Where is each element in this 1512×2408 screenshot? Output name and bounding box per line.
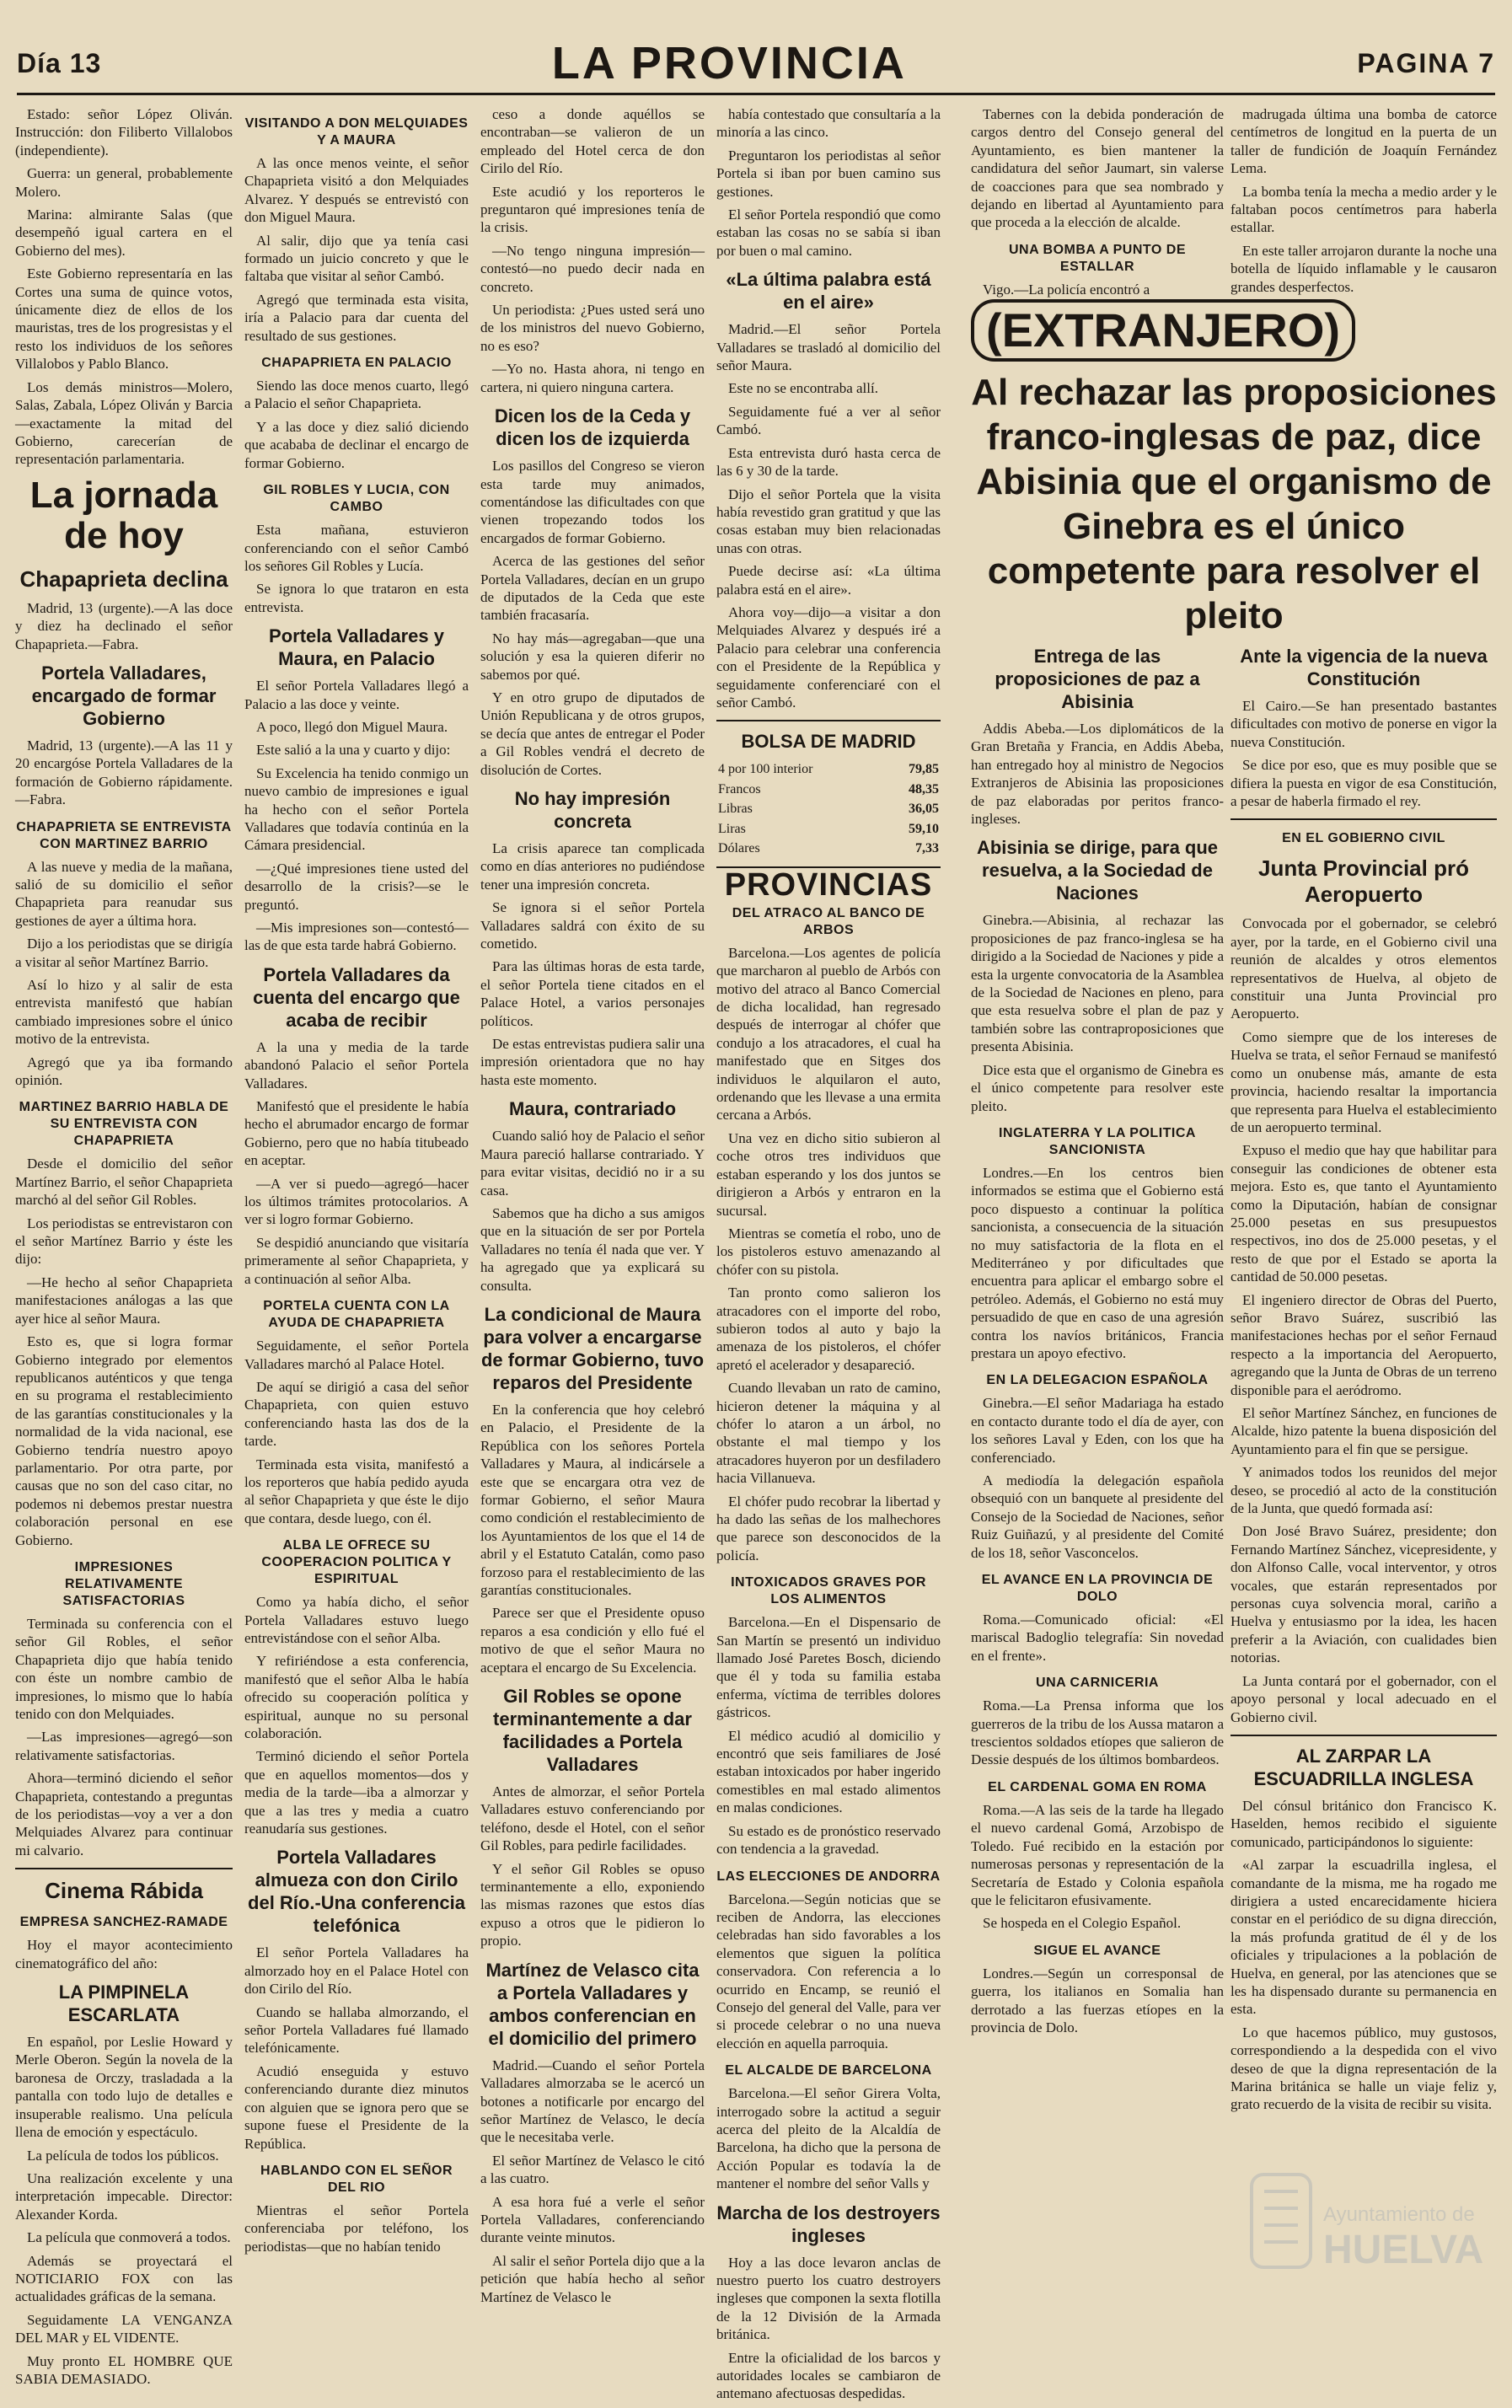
paragraph: La bomba tenía la mecha a medio arder y le faltaban pocos centímetros para haberla estallar.: [1231, 183, 1497, 236]
paragraph: A esa hora fué a verle el señor Portela Valladares, conferenciando durante veinte minutos.: [480, 2193, 705, 2246]
subhead-entrevista: CHAPAPRIETA SE ENTREVISTA CON MARTINEZ BARRIO: [16, 819, 232, 851]
masthead: [17, 34, 1495, 95]
paragraph: Como siempre que de los intereses de Huelva se trata, el señor Fernaud se manifestó como un onubense más, amante de esta provincia, haciendo resaltar la importancia que representa para Huelva el establecimiento de un aeropuerto terminal.: [1231, 1028, 1497, 1135]
paragraph: A poco, llegó don Miguel Maura.: [256, 718, 448, 735]
subhead-alba: ALBA LE OFRECE SU COOPERACION POLITICA Y ESPIRITUAL: [261, 1538, 452, 1587]
subhead-hablando: HABLANDO CON EL SEÑOR DEL RIO: [260, 2163, 453, 2195]
paragraph: Don José Bravo Suárez, presidente; don Fernando Martínez Sánchez, vicepresidente, y don Alfonso Calle, vocal interventor, y otros vocales, que estarán representados por personas cuya solvencia moral, cariño a Huelva y entusiasmo por la idea, les hacen preferir a la Aviación, con cualidades bien notorias.: [1231, 1523, 1497, 1666]
paragraph: Barcelona.—Según noticias que se reciben de Andorra, las elecciones celebradas han sido favorables a los elementos que siguen la política conservadora. Con referencia a lo ocurrido en Encamp, se reunió el Consejo del general del Valle, para ver si procede celebrar o no una nueva elección en aquella parroquia.: [716, 1890, 941, 2051]
stock-label: Dólares: [718, 841, 760, 855]
paragraph: De aquí se dirigió a casa del señor Chapaprieta, con quien estuvo conferenciando hasta las dos de la tarde.: [244, 1378, 469, 1450]
column-3: [480, 105, 705, 2311]
page-number: PAGINA 7: [1357, 47, 1495, 78]
headline-sociedad-naciones: Abisinia se dirige, para que resuelva, a la Sociedad de Naciones: [976, 837, 1219, 904]
paragraph: La película que conmoverá a todos.: [27, 2229, 231, 2246]
subhead-sigue-avance: SIGUE EL AVANCE: [1033, 1943, 1161, 1958]
paragraph: Hoy el mayor acontecimiento cinematográfico del año:: [15, 1937, 233, 1971]
paragraph: Roma.—Comunicado oficial: «El mariscal Badoglio telegrafía: Sin novedad en el frente».: [971, 1612, 1224, 1664]
paragraph: A las once menos veinte, el señor Chapaprieta visitó a don Melquiades Alvarez. Y después se entrevistó con don Miguel Maura.: [244, 155, 469, 226]
paragraph: «Al zarpar la escuadrilla inglesa, el comandante de la misma, me ha rogado me dirigiera a usted encarecidamente hiciera constar en el periódico de su digna dirección, la más profunda gratitud de él y de los oficiales y tripulaciones a la población de Huelva, en general, por las atenciones que se les ha dispensado durante su permanencia en esta.: [1231, 1857, 1497, 2018]
paragraph: Siendo las doce menos cuarto, llegó a Palacio el señor Chapaprieta.: [244, 378, 469, 412]
paragraph: —Las impresiones—agregó—son relativamente satisfactorias.: [15, 1729, 233, 1763]
paragraph: —Mis impresiones son—contestó—las de que esta tarde habrá Gobierno.: [244, 920, 469, 954]
headline-entrega: Entrega de las proposiciones de paz a Abisinia: [995, 646, 1200, 712]
column-1: [15, 105, 233, 2393]
paragraph: Se hospeda en el Colegio Español.: [983, 1915, 1182, 1932]
paragraph: Hoy a las doce levaron anclas de nuestro puerto los cuatro destroyers ingleses que componen la sexta flotilla de la 12 División de la Armada británica.: [716, 2254, 941, 2343]
headline-ultima-palabra: «La última palabra está en el aire»: [726, 269, 931, 314]
paragraph: A la una y media de la tarde abandonó Palacio el señor Portela Valladares.: [244, 1038, 469, 1091]
paragraph: Dijo a los periodistas que se dirigía a visitar al señor Martínez Barrio.: [15, 936, 233, 970]
paragraph: Madrid, 13 (urgente).—A las 11 y 20 encargóse Portela Valladares de la formación de Gobierno rápidamente.—Fabra.: [15, 737, 233, 808]
paragraph: Terminada su conferencia con el señor Gil Robles, el señor Chapaprieta dijo que había tenido con éste un nombre cambio de impresiones, lo mismo que lo había tenido con don Melquiades.: [15, 1615, 233, 1722]
paragraph: Guerra: un general, probablemente Molero.: [15, 165, 233, 200]
paragraph: Roma.—A las seis de la tarde ha llegado el nuevo cardenal Gomá, Arzobispo de Toledo. Fué recibido en la estación por numerosas personas y representación de la Secretaría de Estado y Colonia española que le felicitaron efusivamente.: [971, 1801, 1224, 1908]
stock-value: 7,33: [915, 841, 939, 855]
stock-value: 36,05: [909, 802, 939, 817]
subhead-empresa: EMPRESA SANCHEZ-RAMADE: [19, 1915, 228, 1930]
paragraph: La película de todos los públicos.: [27, 2147, 219, 2164]
subhead-carniceria: UNA CARNICERIA: [1036, 1676, 1159, 1691]
table-row: [716, 799, 941, 818]
paragraph: Se ignora si el señor Portela Valladares saldrá con éxito de su cometido.: [480, 899, 705, 952]
headline-cirilo: Portela Valladares almueza con don Cirilo del Río.-Una conferencia telefónica: [248, 1847, 465, 1937]
table-row: [716, 819, 941, 839]
headline-martinez-velasco: Martínez de Velasco cita a Portela Valladares y ambos conferencian en el domicilio del primero: [485, 1959, 700, 2049]
paragraph: Dice esta que el organismo de Ginebra es el único competente para resolver este pleito.: [971, 1061, 1224, 1114]
headline-chapaprieta: Chapaprieta declina: [19, 566, 228, 592]
paragraph: El señor Portela respondió que como estaban las cosas no se sabía si iban por buen o mal camino.: [716, 206, 941, 259]
paragraph: El señor Portela Valladares llegó a Palacio a las doce y veinte.: [244, 678, 469, 712]
film-title: LA PIMPINELA ESCARLATA: [58, 1982, 190, 2026]
paragraph: El señor Martínez de Velasco le citó a las cuatro.: [480, 2152, 705, 2187]
paragraph: Además se proyectará el NOTICIARIO FOX con las actualidades gráficas de la semana.: [15, 2252, 233, 2305]
paragraph: Expuso el medio que hay que habilitar para conseguir las condiciones de obtener esta mejora. Esto es, que tanto el Ayuntamiento como la Diputación, habían de consignar 25.000 pesetas en sus presupuestos respectivos, ino dos de 25.000 pesetas, y el resto de que por el Estado se aporta la cantidad de 50.000 pesetas.: [1231, 1142, 1497, 1285]
paragraph: Seguidamente LA VENGANZA DEL MAR y EL VIDENTE.: [15, 2311, 233, 2346]
paragraph: Una vez en dicho sitio subieron al coche otros tres individuos que estaban esperando y los dos juntos se dirigieron a Arbós y entraron en la sucursal.: [716, 1129, 941, 1219]
stock-label: Liras: [718, 821, 746, 836]
column-5: [971, 636, 1224, 2041]
subhead-cardenal: EL CARDENAL GOMA EN ROMA: [988, 1779, 1207, 1794]
paragraph: Esto es, que si logra formar Gobierno integrado por elementos republicanos auténticos y que tenga en su programa el restablecimiento de las garantías constitucionales y la normalidad de la vida nacional, ese Gobierno tendría nuestro apoyo parlamentario. Por otra parte, por causas que no son del caso citar, no podemos ni debemos prestar nuestra colaboración personal en ese Gobierno.: [15, 1333, 233, 1548]
column-2: [244, 105, 469, 2261]
paragraph: Y refiriéndose a esta conferencia, manifestó que el señor Alba le había ofrecido su cooperación política y espiritual, aunque no su personal colaboración.: [244, 1653, 469, 1741]
headline-bolsa: BOLSA DE MADRID: [741, 731, 916, 753]
paragraph: La Junta contará por el gobernador, con el apoyo personal y local adecuado en el Gobierno civil.: [1231, 1672, 1497, 1725]
paragraph: Este acudió y los reporteros le preguntaron qué impresiones tenía de la crisis.: [480, 183, 705, 236]
subhead-avance-dolo: EL AVANCE EN LA PROVINCIA DE DOLO: [981, 1573, 1214, 1605]
stock-label: 4 por 100 interior: [718, 762, 813, 777]
newspaper-title: LA PROVINCIA: [551, 38, 907, 88]
paragraph: Seguidamente, el señor Portela Valladares marchó al Palace Hotel.: [244, 1338, 469, 1372]
paragraph: Londres.—Según un corresponsal de guerra, los italianos en Somalia han derrotado a las fuerzas etíopes en la provincia de Dolo.: [971, 1965, 1224, 2035]
paragraph: Cuando llevaban un rato de camino, hicieron detener la máquina y al chófer lo ataron a un árbol, no obstante el mal tiempo y los atracadores huyeron por un desfiladero hacia Villanueva.: [716, 1380, 941, 1487]
seal-line1: Ayuntamiento de: [1323, 2203, 1475, 2226]
section-extranjero: (EXTRANJERO): [971, 299, 1355, 362]
paragraph: La crisis aparece tan complicada como en días anteriores no pudiéndose tener una impresión concreta.: [480, 840, 705, 893]
subhead-intoxicados: INTOXICADOS GRAVES POR LOS ALIMENTOS: [731, 1575, 926, 1607]
paragraph: No hay más—agregaban—que una solución y esa la quieren diferir no sabemos por qué.: [480, 630, 705, 683]
headline-jornada: La jornada de hoy: [29, 474, 218, 556]
subhead-atraco: DEL ATRACO AL BANCO DE ARBOS: [732, 905, 925, 937]
paragraph: Lo que hacemos público, muy gustosos, correspondiendo a la despedida con el vivo deseo de que la digna representación de la Marina británica se halle un viaje feliz y, grato recuerdo de la visita de recibir su visita.: [1231, 2024, 1497, 2113]
stock-table: [716, 759, 941, 858]
paragraph: Se dice por eso, que es muy posible que se difiera la puesta en vigor de esa Constitución, a pesar de haberla firmado el rey.: [1231, 757, 1497, 810]
paragraph: —He hecho al señor Chapaprieta manifestaciones análogas a las que ayer hice al señor Maura.: [15, 1274, 233, 1327]
paragraph: Ginebra.—El señor Madariaga ha estado en contacto durante todo el día de ayer, con los señores Laval y Eden, con los que ha conferenciado.: [971, 1395, 1224, 1466]
column-4: [716, 105, 941, 2408]
paragraph: Acudió enseguida y estuvo conferenciando durante diez minutos con alguien que se ignora pero que se supone fuese el Presidente de la República.: [244, 2062, 469, 2152]
paragraph: —No tengo ninguna impresión—contestó—no puedo decir nada en concreto.: [480, 242, 705, 295]
headline-cinema: Cinema Rábida: [45, 1878, 203, 1904]
paragraph: Este no se encontraba allí.: [728, 380, 878, 397]
paragraph: había contestado que consultaría a la minoría a las cinco.: [716, 106, 941, 141]
paragraph: Un periodista: ¿Pues usted será uno de los ministros del nuevo Gobierno, no es eso?: [480, 302, 705, 354]
paragraph: Desde el domicilio del señor Martínez Barrio, el señor Chapaprieta marchó al del señor Gil Robles.: [15, 1156, 233, 1209]
paragraph: Para las últimas horas de esta tarde, el señor Portela tiene citados en el Palace Hotel, a varios personajes políticos.: [480, 958, 705, 1029]
paragraph: Barcelona.—El señor Girera Volta, interrogado sobre la actitud a seguir acerca del pleito de la Alcaldía de Barcelona, ha dicho que la persona de Acción Popular es todavía la de mantener el nombre del señor Valls y: [716, 2085, 941, 2192]
paragraph: Madrid.—Cuando el señor Portela Valladares almorzaba se le acercó un botones a notificarle por encargo del señor Martínez de Velasco, le decía que le necesitaba verle.: [480, 2057, 705, 2146]
paragraph: El Cairo.—Se han presentado bastantes dificultades con motivo de ponerse en vigor la nueva Constitución.: [1231, 698, 1497, 750]
paragraph: Los demás ministros—Molero, Salas, Zabala, López Oliván y Barcia—exactamente la mitad del Gobierno, carecerían de representación parlamentaria.: [15, 378, 233, 468]
paragraph: Y en otro grupo de diputados de Unión Republicana y de otros grupos, se decía que antes de entregar el Poder a Gil Robles vendrá el decreto de disolución de Cortes.: [480, 689, 705, 778]
ayuntamiento-seal-icon: [1243, 2158, 1496, 2293]
paragraph: —A ver si puedo—agregó—hacer los últimos trámites protocolarios. A ver si logro formar Gobierno.: [244, 1175, 469, 1228]
subhead-delegacion: EN LA DELEGACION ESPAÑOLA: [986, 1373, 1209, 1388]
divider: [1231, 1735, 1497, 1736]
paragraph: Preguntaron los periodistas al señor Portela si iban por buen camino sus gestiones.: [716, 147, 941, 200]
subhead-andorra: LAS ELECCIONES DE ANDORRA: [716, 1869, 941, 1884]
paragraph: Al salir el señor Portela dijo que a la petición que había hecho al señor Martínez de Velasco le: [480, 2252, 705, 2305]
paragraph: Dijo el señor Portela que la visita había revestido gran gratitud y que las cosas estaban muy bien relacionadas unas con otras.: [716, 485, 941, 556]
paragraph: A mediodía la delegación española obsequió con un banquete al presidente del Consejo de la Sociedad de Naciones, señor Ruiz Guiñazú, y al presidente del Comité de los 18, señor Vasconcelos.: [971, 1472, 1224, 1561]
paragraph: Puede decirse así: «La última palabra está en el aire».: [716, 563, 941, 598]
headline-condicional: La condicional de Maura para volver a encargarse de formar Gobierno, tuvo reparos del Presidente: [480, 1303, 705, 1393]
paragraph: Este Gobierno representaría en las Cortes una suma de quince votos, únicamente diez de ellos de los mauristas, tres de los progresistas y el resto los individuos de los señores Villalobos y Pablo Blanco.: [15, 265, 233, 373]
paragraph: Entre la oficialidad de los barcos y autoridades locales se cambiaron de antemano afectuosas despedidas.: [716, 2349, 941, 2402]
day-label: Día 13: [17, 47, 102, 78]
subhead-visitando: VISITANDO A DON MELQUIADES Y A MAURA: [244, 116, 469, 147]
paragraph: Estado: señor López Oliván. Instrucción: don Filiberto Villalobos (independiente).: [15, 106, 233, 158]
paragraph: Los periodistas se entrevistaron con el señor Martínez Barrio y éste les dijo:: [15, 1215, 233, 1268]
paragraph: ceso a donde aquéllos se encontraban—se valieron de un empleado del Hotel cerca de don Cirilo del Río.: [480, 106, 705, 177]
subhead-martinez-barrio: MARTINEZ BARRIO HABLA DE SU ENTREVISTA CON CHAPAPRIETA: [19, 1100, 229, 1149]
paragraph: En español, por Leslie Howard y Merle Oberon. Según la novela de la baronesa de Orczy, trasladada a la pantalla con todo lujo de detalles e insuperable realismo. Una película llena de emoción y espectáculo.: [15, 2034, 233, 2141]
subhead-alcalde: EL ALCALDE DE BARCELONA: [725, 2063, 932, 2078]
stock-value: 48,35: [909, 781, 939, 796]
paragraph: Los pasillos del Congreso se vieron esta tarde muy animados, comentándose las dificultades con que vienen tropezando todos los encargados de formar Gobierno.: [480, 458, 705, 546]
extranjero-section: [971, 299, 1497, 638]
paragraph: Una realización excelente y una interpretación impecable. Director: Alexander Korda.: [15, 2169, 233, 2223]
paragraph: Madrid.—El señor Portela Valladares se trasladó al domicilio del señor Maura.: [716, 321, 941, 374]
headline-maura-contrariado: Maura, contrariado: [508, 1098, 677, 1120]
paragraph: El chófer pudo recobrar la libertad y ha dado las señas de los malhechores que parece son desconocidos de la policía.: [716, 1493, 941, 1563]
headline-junta: Junta Provincial pró Aeropuerto: [1258, 855, 1469, 908]
paragraph: Barcelona.—En el Dispensario de San Martín se presentó un individuo llamado José Paretes Bosch, diciendo que él y toda su familia estaba enferma, víctima de terribles dolores gástricos.: [716, 1614, 941, 1721]
paragraph: Muy pronto EL HOMBRE QUE SABIA DEMASIADO.: [15, 2352, 233, 2387]
paragraph: Agregó que terminada esta visita, iría a Palacio para dar cuenta del resultado de sus gestiones.: [244, 291, 469, 344]
subhead-gobierno-civil: EN EL GOBIERNO CIVIL: [1282, 831, 1445, 846]
stock-value: 79,85: [909, 762, 939, 777]
headline-gil-robles: Gil Robles se opone terminantemente a dar facilidades a Portela Valladares: [493, 1686, 692, 1776]
paragraph: Su Excelencia ha tenido conmigo un nuevo cambio de impresiones e igual ha hecho con el señor Portela Valladares que todavía continúa en la Cámara presidencial.: [244, 764, 469, 854]
subhead-inglaterra: INGLATERRA Y LA POLITICA SANCIONISTA: [999, 1125, 1196, 1157]
table-row: [716, 780, 941, 799]
paragraph: Así lo hizo y al salir de esta entrevista manifestó que habían cambiado impresiones sobre el único motivo de la entrevista.: [15, 977, 233, 1048]
paragraph: Y el señor Gil Robles se opuso terminantemente a ello, exponiendo las mismas razones que estos días expuso a otros que le pidieron lo propio.: [480, 1860, 705, 1949]
paragraph: Cuando salió hoy de Palacio el señor Maura pareció hallarse contrariado. Y para evitar visitas, decidió no ir a su casa.: [480, 1128, 705, 1199]
divider: [1231, 818, 1497, 820]
paragraph: Marina: almirante Salas (que desempeñó igual cartera en el Gobierno del mes).: [15, 206, 233, 259]
paragraph: Antes de almorzar, el señor Portela Valladares estuvo conferenciando por teléfono, desde el Hotel, con el señor Gil Robles, para pedirle facilidades.: [480, 1783, 705, 1854]
paragraph: —¿Qué impresiones tiene usted del desarrollo de la crisis?—se le preguntó.: [244, 860, 469, 913]
paragraph: Cuando se hallaba almorzando, el señor Portela Valladares fué llamado telefónicamente.: [244, 2003, 469, 2057]
paragraph: Se despidió anunciando que visitaría primeramente al señor Chapaprieta, y a continuación al señor Alba.: [244, 1234, 469, 1287]
paragraph: Y animados todos los reunidos del mejor deseo, se procedió al acto de la constitución de la Junta, que quedó formada así:: [1231, 1464, 1497, 1517]
paragraph: De estas entrevistas pudiera salir una impresión orientadora que no hay hasta este momento.: [480, 1036, 705, 1088]
paragraph: Este salió a la una y cuarto y dijo:: [256, 742, 451, 759]
section-provincias: PROVINCIAS: [724, 867, 933, 904]
paragraph: Roma.—La Prensa informa que los guerreros de la tribu de los Aussa mataron a trescientos soldados etíopes que salieron de Dessie después de los últimos bombardeos.: [971, 1697, 1224, 1768]
seal-line2: HUELVA: [1323, 2228, 1484, 2272]
paragraph: Ahora voy—dijo—a visitar a don Melquiades Alvarez y después iré a Palacio para celebrar una conferencia con el Presidente de la República y seguidamente conferenciaré con el señor Cambó.: [716, 603, 941, 711]
paragraph: Convocada por el gobernador, se celebró ayer, por la tarde, en el Gobierno civil una reunión de alcaldes y otros elementos representativos de Huelva, al objeto de constituir una Junta Provincial pro Aeropuerto.: [1231, 915, 1497, 1022]
paragraph: madrugada última una bomba de catorce centímetros de longitud en la puerta de un taller de fundición de Joaquín Fernández Lema.: [1231, 106, 1497, 177]
paragraph: Agregó que ya iba formando opinión.: [15, 1054, 233, 1089]
headline-destroyers: Marcha de los destroyers ingleses: [716, 2202, 941, 2246]
paragraph: Addis Abeba.—Los diplomáticos de la Gran Bretaña y Francia, en Addis Abeba, han entregado hoy al ministro de Negocios Extranjeros de Abisinia las proposiciones de paz elaboradas por peritos franco-ingleses.: [971, 721, 1224, 828]
paragraph: El médico acudió al domicilio y encontró que seis familiares de José estaban intoxicados por haber ingerido comestibles en mal estado alimentos en malas condiciones.: [716, 1727, 941, 1816]
paragraph: Mientras se cometía el robo, uno de los pistoleros estuvo amenazando al chófer con su pistola.: [716, 1225, 941, 1278]
subhead-impresiones: IMPRESIONES RELATIVAMENTE SATISFACTORIAS: [62, 1559, 185, 1608]
column-6-top: [1231, 105, 1497, 295]
paragraph: Vigo.—La policía encontró a: [983, 281, 1150, 298]
paragraph: A las nueve y media de la mañana, salió de su domicilio el señor Chapaprieta para reanudar sus gestiones de ayer a última hora.: [15, 858, 233, 929]
paragraph: Barcelona.—Los agentes de policía que marcharon al pueblo de Arbós con motivo del atraco al Banco Comercial de dicha localidad, han regresado después de interrogar al chófer que condujo a los atracadores, el cual ha manifestado que en Sitges dos individuos le alquilaron el auto, ordenando que les llevase a una ermita cercana a Arbós.: [716, 944, 941, 1124]
headline-portela-maura: Portela Valladares y Maura, en Palacio: [269, 625, 444, 670]
paragraph: Se ignora lo que trataron en esta entrevista.: [244, 581, 469, 615]
paragraph: Y a las doce y diez salió diciendo que acababa de declinar el encargo de formar Gobierno.: [244, 418, 469, 471]
paragraph: Tabernes con la debida ponderación de cargos dentro del Consejo general del Ayuntamiento, es bien mantener la candidatura del señor Jaumart, sin valerse de coacciones para que sea nombrado y dejando en libertad al Ayuntamiento para que proceda a la elección de alcalde.: [971, 106, 1224, 231]
column-5-top: [971, 105, 1224, 298]
table-row: [716, 839, 941, 858]
headline-abisinia: Al rechazar las proposiciones franco-inglesas de paz, dice Abisinia que el organismo de Ginebra es el único competente para resolver el pleito: [971, 372, 1497, 636]
paragraph: Ginebra.—Abisinia, al rechazar las proposiciones de paz franco-inglesa se ha dirigido a la Sociedad de Naciones y pide a esta la urgente convocatoria de la Asamblea de la Sociedad de Naciones en pleno, para que esta resuelva sobre el plan de paz y también sobre las contraproposiciones que presenta Abisinia.: [971, 912, 1224, 1055]
paragraph: Madrid, 13 (urgente).—A las doce y diez ha declinado el señor Chapaprieta.—Fabra.: [15, 599, 233, 652]
stock-label: Francos: [718, 781, 761, 796]
headline-no-impresion: No hay impresión concreta: [514, 788, 671, 832]
paragraph: Parece ser que el Presidente opuso reparos a esa condición y ello fué el motivo de que el señor Maura no aceptara el encargo de Su Excelencia.: [480, 1605, 705, 1676]
headline-constitucion: Ante la vigencia de la nueva Constitución: [1240, 646, 1488, 689]
paragraph: Al salir, dijo que ya tenía casi formado un juicio concreto y que le faltaba que visitar al señor Cambó.: [244, 232, 469, 285]
paragraph: En este taller arrojaron durante la noche una botella de líquido inflamable y le causaron grandes desperfectos.: [1231, 242, 1497, 295]
paragraph: En la conferencia que hoy celebró en Palacio, el Presidente de la República con los señores Portela Valladares y Maura, al indicársele a este que se encargara otra vez de formar Gobierno, el señor Maura como condición el restablecimiento de los Ayuntamientos de los que el 14 de abril y el Estatuto Catalán, como paso forzoso para el restablecimiento de las garantías constitucionales.: [480, 1401, 705, 1598]
paragraph: Esta mañana, estuvieron conferenciando con el señor Cambó los señores Gil Robles y Lucía.: [244, 522, 469, 574]
subhead-palacio: CHAPAPRIETA EN PALACIO: [261, 356, 452, 371]
subhead-bomba: UNA BOMBA A PUNTO DE ESTALLAR: [1009, 242, 1186, 274]
paragraph: Acerca de las gestiones del señor Portela Valladares, decían en un grupo de diputados de la Ceda que este también fracasaría.: [480, 553, 705, 624]
paragraph: Terminó diciendo el señor Portela que en aquellos momentos—dos y media de la tarde—iba a almorzar y que a las tres y media a cuatro reanudaría sus gestiones.: [244, 1748, 469, 1837]
paragraph: Tan pronto como salieron los atracadores con el importe del robo, subieron todos al auto y bajo la amenaza de los pistoleros, el chófer apretó el acelerador y desapareció.: [716, 1284, 941, 1373]
headline-portela: Portela Valladares, encargado de formar Gobierno: [31, 662, 217, 729]
table-row: [716, 759, 941, 779]
subhead-gil-robles-cambo: GIL ROBLES Y LUCIA, CON CAMBO: [263, 483, 450, 515]
paragraph: Mientras el señor Portela conferenciaba por teléfono, los periodistas—que no habían tenido: [244, 2202, 469, 2255]
paragraph: El ingeniero director de Obras del Puerto, señor Bravo Suárez, suscribió las manifestaciones hechas por el señor Fernaud respecto a la importancia del Aeropuerto, agregando que la Junta de Obras de un terreno disponible para el aeródromo.: [1231, 1291, 1497, 1398]
paragraph: Seguidamente fué a ver al señor Cambó.: [716, 403, 941, 438]
subhead-ayuda: PORTELA CUENTA CON LA AYUDA DE CHAPAPRIETA: [263, 1299, 450, 1331]
headline-portela-cuenta: Portela Valladares da cuenta del encargo que acaba de recibir: [253, 963, 460, 1031]
paragraph: Sabemos que ha dicho a sus amigos que en la situación de ser por Portela Valladares no tenía él nada que ver. Y ha agregado que ya explicará su consulta.: [480, 1204, 705, 1294]
stock-value: 59,10: [909, 821, 939, 836]
column-6: [1231, 636, 1497, 2119]
paragraph: Manifestó que el presidente le había hecho el abrumador encargo de formar Gobierno, pero que no había titubeado en aceptar.: [244, 1098, 469, 1169]
paragraph: Esta entrevista duró hasta cerca de las 6 y 30 de la tarde.: [716, 444, 941, 480]
paragraph: Londres.—En los centros bien informados se estima que el Gobierno está poco dispuesto a continuar la política sancionista, a consecuencia de la situación no muy satisfactoria de la flota en el Mediterráneo y por dificultades que encuentra para aplicar el embargo sobre el petróleo. Además, el Gobierno no está muy persuadido de que en caso de una agresión contra los navíos británicos, Francia prestara un apoyo efectivo.: [971, 1164, 1224, 1361]
paragraph: Su estado es de pronóstico reservado con tendencia a la gravedad.: [716, 1822, 941, 1858]
divider: [716, 720, 941, 721]
stock-label: Libras: [718, 802, 753, 817]
paragraph: —Yo no. Hasta ahora, ni tengo en cartera, ni quiero ninguna cartera.: [480, 361, 705, 395]
paragraph: Como ya había dicho, el señor Portela Valladares estuvo luego entrevistándose con el señor Alba.: [244, 1594, 469, 1646]
paragraph: Del cónsul británico don Francisco K. Haselden, hemos recibido el siguiente comunicado, participándonos lo siguiente:: [1231, 1797, 1497, 1850]
headline-ceda: Dicen los de la Ceda y dicen los de izquierda: [494, 405, 691, 450]
paragraph: El señor Portela Valladares ha almorzado hoy en el Palace Hotel con don Cirilo del Río.: [244, 1944, 469, 1998]
paragraph: Ahora—terminó diciendo el señor Chapaprieta, contestando a preguntas de los periodistas—voy a ver a don Melquiades Alvarez para continuar mi calvario.: [15, 1770, 233, 1858]
paragraph: El señor Martínez Sánchez, en funciones de Alcalde, hizo patente la buena disposición del Ayuntamiento para el fin que se persigue.: [1231, 1405, 1497, 1457]
paragraph: Terminada esta visita, manifestó a los reporteros que había pedido ayuda al señor Chapaprieta y que éste le dijo que contara, desde luego, con él.: [244, 1456, 469, 1526]
headline-escuadrilla: AL ZARPAR LA ESCUADRILLA INGLESA: [1253, 1745, 1474, 1789]
divider: [15, 1868, 233, 1869]
